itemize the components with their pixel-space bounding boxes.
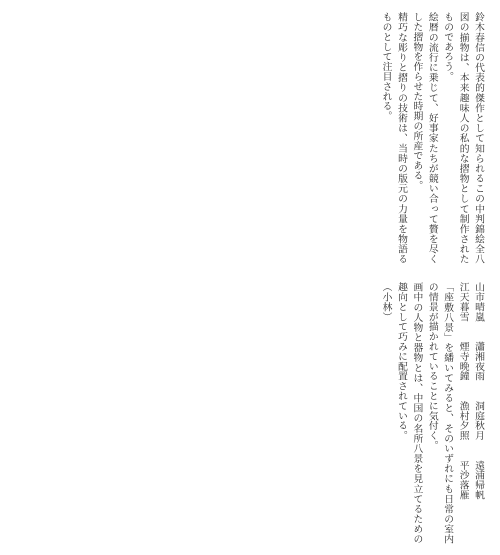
paragraph: 絵暦の流行に乗じて、好事家たちが競い合って贅を尽くした摺物を作らせた時期の所産である。 [411,12,438,264]
paragraph: 鈴木春信の代表的傑作として知られるこの中判錦絵全八図の揃物は、本来趣味人の私的な摺物として制作されたものであろう。 [442,12,484,264]
paragraph: 画中の人物と器物とは、中国の名所八景を見立てるための趣向として巧みに配置されている。 [395,282,423,544]
paragraph: 「座敷八景」を繙いてみると、そのいずれにも日常の室内の情景が描かれていることに気付く。 [426,282,454,544]
paragraph: 山市晴嵐 瀟湘夜雨 洞庭秋月 遠浦帰帆 [473,282,484,500]
article-text-upper [14,12,486,264]
author-credit: （小林） [380,282,392,322]
paragraph: 江天暮雪 煙寺晩鐘 漁村夕照 平沙落雁 [457,282,469,500]
article-text-lower [14,282,486,544]
paragraph: 精巧な彫りと摺りの技術は、当時の版元の力量を物語るものとして注目される。 [380,12,407,264]
